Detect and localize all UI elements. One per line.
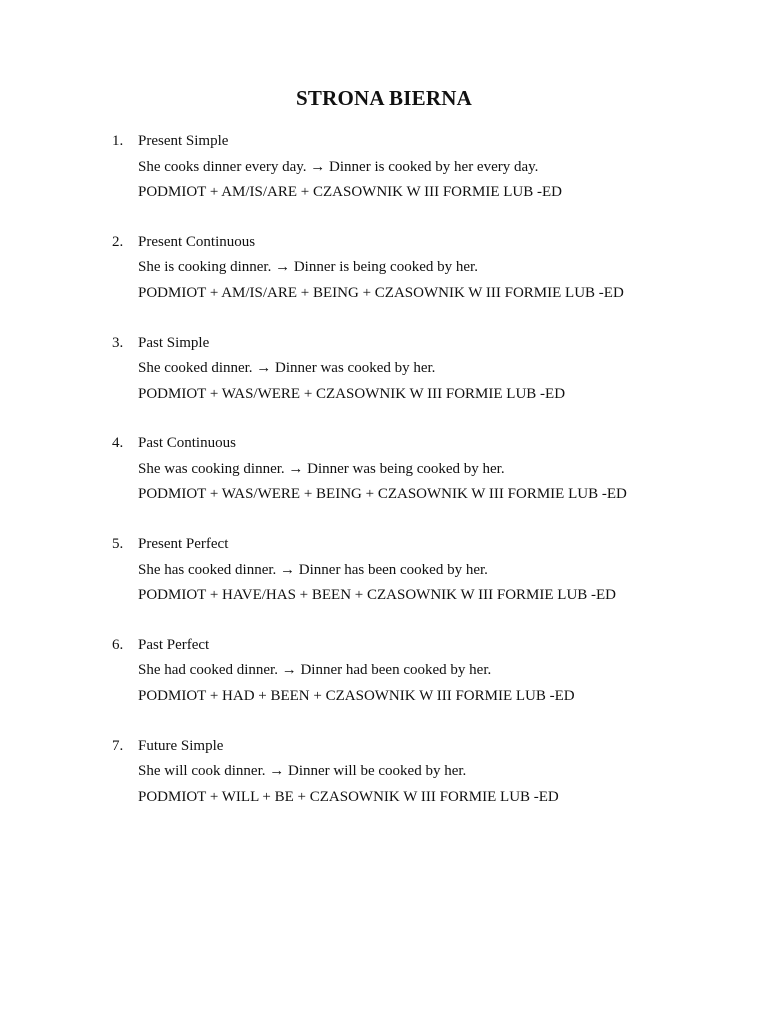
- formula-line: PODMIOT + WILL + BE + CZASOWNIK W III FORMIE LUB -ED: [138, 788, 559, 805]
- item-number: 4.: [112, 435, 124, 452]
- tense-name: Present Simple: [138, 133, 229, 149]
- list-item: [112, 433, 732, 534]
- list-item: [112, 232, 732, 333]
- item-number: 1.: [112, 133, 124, 149]
- tense-name: Past Continuous: [138, 435, 236, 452]
- tense-name: Present Perfect: [138, 536, 229, 553]
- list-item: [112, 333, 732, 434]
- formula-line: PODMIOT + WAS/WERE + BEING + CZASOWNIK W III FORMIE LUB -ED: [138, 486, 627, 503]
- formula-line: PODMIOT + AM/IS/ARE + BEING + CZASOWNIK W III FORMIE LUB -ED: [138, 284, 624, 301]
- formula-line: PODMIOT + AM/IS/ARE + CZASOWNIK W III FORMIE LUB -ED: [138, 184, 563, 200]
- tense-name: Past Perfect: [138, 636, 210, 653]
- formula-line: PODMIOT + WAS/WERE + CZASOWNIK W III FORMIE LUB -ED: [138, 385, 566, 402]
- example-sentence: She cooked dinner. → Dinner was cooked by her.: [138, 360, 436, 377]
- item-number: 2.: [112, 233, 124, 250]
- tense-name: Present Continuous: [138, 233, 256, 250]
- item-number: 6.: [112, 636, 124, 653]
- page-title: STRONA BIERNA: [296, 86, 472, 110]
- example-sentence: She was cooking dinner. → Dinner was being cooked by her.: [138, 460, 505, 477]
- list-item: [112, 534, 732, 635]
- tense-name: Future Simple: [138, 737, 224, 754]
- item-number: 5.: [112, 536, 124, 553]
- example-sentence: She had cooked dinner. → Dinner had been cooked by her.: [138, 662, 492, 679]
- tense-name: Past Simple: [138, 334, 210, 351]
- example-sentence: She has cooked dinner. → Dinner has been cooked by her.: [138, 561, 488, 578]
- list-item: [112, 736, 732, 837]
- formula-line: PODMIOT + HAD + BEEN + CZASOWNIK W III FORMIE LUB -ED: [138, 687, 575, 704]
- item-number: 7.: [112, 737, 124, 754]
- example-sentence: She will cook dinner. → Dinner will be cooked by her.: [138, 763, 467, 780]
- example-sentence: She cooks dinner every day. → Dinner is cooked by her every day.: [138, 158, 539, 175]
- list-item: [112, 635, 732, 736]
- tense-list: [112, 131, 732, 837]
- list-item: [112, 131, 732, 232]
- formula-line: PODMIOT + HAVE/HAS + BEEN + CZASOWNIK W III FORMIE LUB -ED: [138, 587, 617, 604]
- item-number: 3.: [112, 334, 124, 351]
- example-sentence: She is cooking dinner. → Dinner is being cooked by her.: [138, 259, 478, 276]
